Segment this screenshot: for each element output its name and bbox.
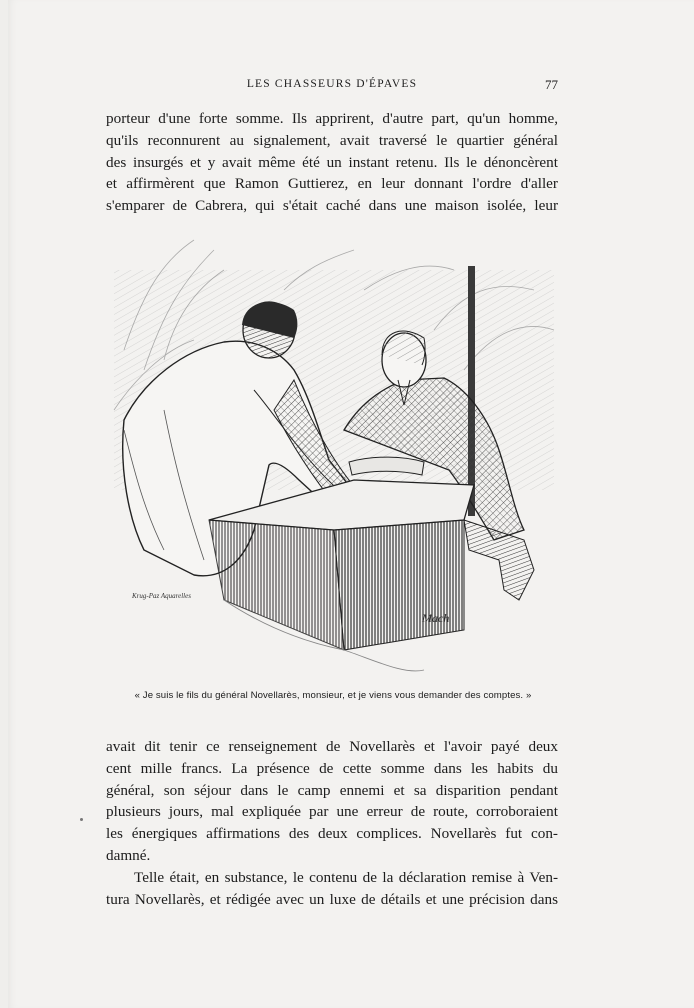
illustration-caption: « Je suis le fils du général Novellarès, monsieur, et je viens vous demander des comptes. » (134, 690, 532, 701)
text-line: et affirmèrent que Ramon Guttierez, en leur donnant l'ordre d'aller (106, 175, 558, 193)
text-line: général, son séjour dans le camp ennemi et sa disparition pendant (106, 781, 558, 799)
text-line: avait dit tenir ce renseignement de Novellarès et l'avoir payé deux (106, 738, 558, 755)
text-line: damné. (106, 846, 151, 864)
text-line: porteur d'une forte somme. Ils apprirent, d'autre part, qu'un homme, (106, 110, 558, 127)
text-line: s'emparer de Cabrera, qui s'était caché dans une maison isolée, leur (106, 197, 558, 215)
text-line: tura Novellarès, et rédigée avec un luxe de détails et une précision dans (106, 890, 558, 908)
running-header (106, 78, 558, 96)
bottom-paragraph (106, 736, 558, 910)
top-paragraph (106, 108, 558, 217)
margin-mark (80, 818, 83, 821)
running-title: LES CHASSEURS D'ÉPAVES (246, 78, 418, 90)
text-line: des insurgés et y avait même été un instant retenu. Ils le dénoncèrent (106, 153, 558, 171)
text-line: les énergiques affirmations des deux complices. Novellarès fut con- (106, 825, 558, 843)
text-line: plusieurs jours, mal expliquée par une erreur de route, corroboraient (106, 803, 558, 821)
artist-signature: Mach (422, 611, 450, 625)
text-line: qu'ils reconnurent au signalement, avait traversé le quartier général (106, 131, 558, 149)
engraving-illustration (104, 230, 564, 680)
engraving-drawing (104, 230, 564, 680)
engraver-signature: Krug-Paz Aquarelles (132, 592, 191, 600)
page-number: 77 (545, 77, 558, 92)
text-line: Telle était, en substance, le contenu de la déclaration remise à Ven- (134, 868, 558, 886)
text-line: cent mille francs. La présence de cette somme dans les habits du (106, 759, 558, 777)
